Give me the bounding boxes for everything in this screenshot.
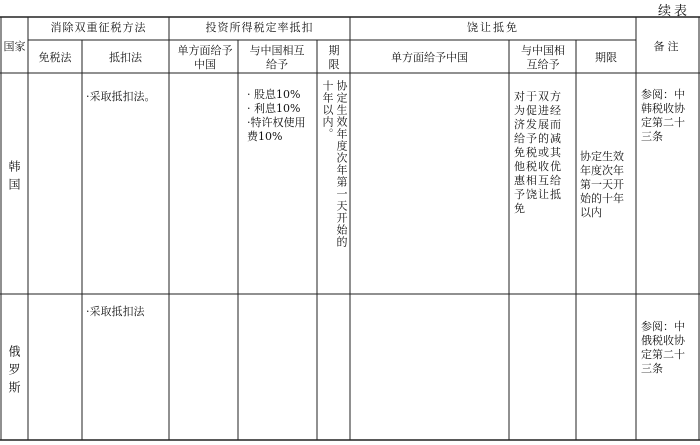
row-remarks: 参阅：中俄税收协定第二十三条 (641, 320, 685, 375)
rate-interest: · 利息10% (247, 102, 301, 115)
row-credit: ·采取抵扣法。 (86, 90, 156, 103)
row-mutual-rates (247, 88, 313, 144)
header-credit: 抵扣法 (109, 51, 142, 64)
header-invest-income-credit: 投资所得税定率抵扣 (205, 21, 314, 34)
rate-royalty: ·特许权使用费10% (247, 116, 306, 143)
header-sparing-period: 期限 (595, 51, 617, 64)
header-unilateral-china: 单方面给予中国 (177, 44, 233, 71)
header-double-tax-methods: 消除双重征税方法 (50, 21, 147, 34)
row-credit: ·采取抵扣法 (86, 305, 145, 318)
row-remarks: 参阅：中韩税收协定第二十三条 (641, 88, 685, 143)
header-sparing-mutual: 与中国相互给予 (521, 44, 565, 71)
header-exemption: 免税法 (38, 51, 72, 64)
row-sparing-mutual: 对于双方为促进经济发展而给予的减免税或其他税收优惠相互给予饶让抵免 (514, 90, 562, 215)
header-tax-sparing: 饶让抵免 (467, 21, 519, 34)
header-sparing-unilateral: 单方面给予中国 (391, 51, 468, 64)
header-period: 期限 (328, 44, 340, 71)
row-sparing-period: 协定生效年度次年第一天开始的十年以内 (580, 150, 624, 219)
continued-label: 续表 (657, 4, 690, 19)
rate-dividend: · 股息10% (247, 88, 301, 101)
row-country: 韩国 (7, 160, 21, 196)
header-remarks: 备注 (653, 40, 682, 53)
header-mutual-china: 与中国相互给予 (249, 44, 305, 71)
header-country: 国家 (3, 40, 26, 53)
row-period: 协定生效年度次年第一天开始的十年以内。 (321, 80, 348, 248)
row-country: 俄罗斯 (7, 345, 21, 399)
